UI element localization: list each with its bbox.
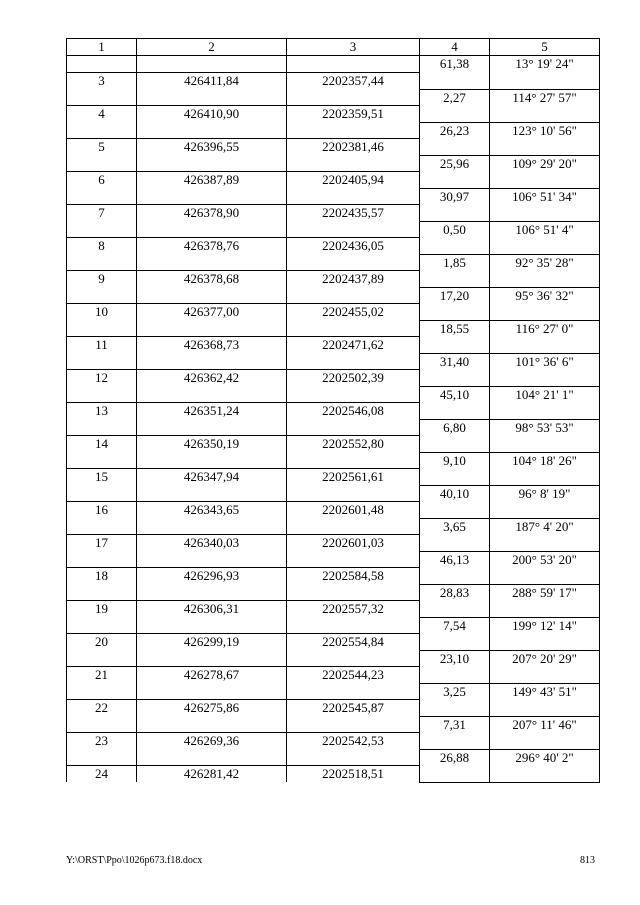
empty-cell bbox=[420, 766, 490, 783]
point-x: 426343,65 bbox=[137, 502, 287, 519]
empty-cell bbox=[490, 667, 600, 684]
point-x: 426306,31 bbox=[137, 601, 287, 618]
point-x: 426278,67 bbox=[137, 667, 287, 684]
segment-length: 26,88 bbox=[420, 749, 490, 766]
point-x: 426351,24 bbox=[137, 403, 287, 420]
segment-row bbox=[67, 584, 600, 601]
empty-cell bbox=[490, 733, 600, 750]
segment-angle: 288° 59' 17" bbox=[490, 584, 600, 601]
segment-length: 17,20 bbox=[420, 287, 490, 304]
point-x: 426296,93 bbox=[137, 568, 287, 585]
segment-row bbox=[67, 353, 600, 370]
point-x: 426299,19 bbox=[137, 634, 287, 651]
empty-cell bbox=[490, 535, 600, 552]
empty-cell bbox=[420, 535, 490, 552]
segment-angle: 95° 36' 32" bbox=[490, 287, 600, 304]
point-y: 2202554,84 bbox=[287, 634, 420, 651]
empty-cell bbox=[67, 89, 137, 106]
segment-length: 61,38 bbox=[420, 56, 490, 73]
empty-cell bbox=[287, 518, 420, 535]
segment-length: 46,13 bbox=[420, 551, 490, 568]
segment-length: 7,54 bbox=[420, 617, 490, 634]
point-x: 426340,03 bbox=[137, 535, 287, 552]
point-number: 11 bbox=[67, 337, 137, 354]
empty-cell bbox=[137, 254, 287, 271]
empty-cell bbox=[420, 337, 490, 354]
segment-angle: 207° 11' 46" bbox=[490, 716, 600, 733]
empty-cell bbox=[490, 601, 600, 618]
empty-cell bbox=[137, 551, 287, 568]
point-y: 2202552,80 bbox=[287, 436, 420, 453]
empty-cell bbox=[67, 287, 137, 304]
empty-cell bbox=[67, 551, 137, 568]
segment-angle: 106° 51' 34" bbox=[490, 188, 600, 205]
empty-cell bbox=[137, 584, 287, 601]
segment-angle: 200° 53' 20" bbox=[490, 551, 600, 568]
point-y: 2202601,03 bbox=[287, 535, 420, 552]
point-y: 2202561,61 bbox=[287, 469, 420, 486]
point-y: 2202471,62 bbox=[287, 337, 420, 354]
empty-cell bbox=[287, 56, 420, 73]
empty-cell bbox=[420, 436, 490, 453]
empty-cell bbox=[420, 73, 490, 90]
segment-length: 30,97 bbox=[420, 188, 490, 205]
empty-cell bbox=[137, 353, 287, 370]
empty-cell bbox=[420, 568, 490, 585]
empty-cell bbox=[137, 749, 287, 766]
point-x: 426377,00 bbox=[137, 304, 287, 321]
point-row bbox=[67, 139, 600, 156]
empty-cell bbox=[67, 650, 137, 667]
empty-cell bbox=[490, 634, 600, 651]
point-row bbox=[67, 106, 600, 123]
empty-cell bbox=[67, 716, 137, 733]
point-number: 16 bbox=[67, 502, 137, 519]
point-row bbox=[67, 238, 600, 255]
segment-length: 7,31 bbox=[420, 716, 490, 733]
point-y: 2202357,44 bbox=[287, 73, 420, 90]
empty-cell bbox=[137, 650, 287, 667]
empty-cell bbox=[287, 287, 420, 304]
empty-cell bbox=[67, 452, 137, 469]
empty-cell bbox=[287, 584, 420, 601]
point-y: 2202437,89 bbox=[287, 271, 420, 288]
empty-cell bbox=[287, 188, 420, 205]
point-y: 2202502,39 bbox=[287, 370, 420, 387]
point-number: 7 bbox=[67, 205, 137, 222]
point-row bbox=[67, 700, 600, 717]
segment-angle: 207° 20' 29" bbox=[490, 650, 600, 667]
point-y: 2202405,94 bbox=[287, 172, 420, 189]
point-y: 2202584,58 bbox=[287, 568, 420, 585]
empty-cell bbox=[490, 238, 600, 255]
segment-row bbox=[67, 419, 600, 436]
empty-cell bbox=[287, 221, 420, 238]
empty-cell bbox=[287, 419, 420, 436]
point-x: 426347,94 bbox=[137, 469, 287, 486]
empty-cell bbox=[490, 568, 600, 585]
segment-length: 6,80 bbox=[420, 419, 490, 436]
segment-length: 25,96 bbox=[420, 155, 490, 172]
empty-cell bbox=[420, 370, 490, 387]
empty-cell bbox=[490, 106, 600, 123]
empty-cell bbox=[420, 271, 490, 288]
footer-file-path: Y:\ORST\Ppo\1026p673.f18.docx bbox=[66, 855, 203, 866]
empty-cell bbox=[490, 304, 600, 321]
point-x: 426350,19 bbox=[137, 436, 287, 453]
point-number: 17 bbox=[67, 535, 137, 552]
empty-cell bbox=[420, 502, 490, 519]
point-x: 426411,84 bbox=[137, 73, 287, 90]
segment-length: 45,10 bbox=[420, 386, 490, 403]
segment-angle: 114° 27' 57" bbox=[490, 89, 600, 106]
empty-cell bbox=[287, 155, 420, 172]
empty-cell bbox=[287, 452, 420, 469]
empty-cell bbox=[420, 139, 490, 156]
empty-cell bbox=[287, 353, 420, 370]
segment-angle: 96° 8' 19" bbox=[490, 485, 600, 502]
empty-cell bbox=[287, 254, 420, 271]
point-number: 5 bbox=[67, 139, 137, 156]
segment-length: 31,40 bbox=[420, 353, 490, 370]
point-y: 2202542,53 bbox=[287, 733, 420, 750]
segment-length: 9,10 bbox=[420, 452, 490, 469]
segment-row bbox=[67, 188, 600, 205]
segment-angle: 296° 40' 2" bbox=[490, 749, 600, 766]
segment-row bbox=[67, 551, 600, 568]
header-col-5: 5 bbox=[490, 39, 600, 56]
point-row bbox=[67, 436, 600, 453]
segment-row bbox=[67, 683, 600, 700]
segment-angle: 101° 36' 6" bbox=[490, 353, 600, 370]
segment-angle: 13° 19' 24" bbox=[490, 56, 600, 73]
empty-cell bbox=[420, 403, 490, 420]
point-number: 10 bbox=[67, 304, 137, 321]
segment-angle: 104° 18' 26" bbox=[490, 452, 600, 469]
point-y: 2202601,48 bbox=[287, 502, 420, 519]
empty-cell bbox=[137, 155, 287, 172]
empty-cell bbox=[137, 320, 287, 337]
point-y: 2202544,23 bbox=[287, 667, 420, 684]
segment-angle: 199° 12' 14" bbox=[490, 617, 600, 634]
point-y: 2202381,46 bbox=[287, 139, 420, 156]
point-number: 12 bbox=[67, 370, 137, 387]
empty-cell bbox=[287, 749, 420, 766]
point-row bbox=[67, 205, 600, 222]
point-number: 20 bbox=[67, 634, 137, 651]
point-number: 4 bbox=[67, 106, 137, 123]
empty-cell bbox=[137, 419, 287, 436]
point-number: 13 bbox=[67, 403, 137, 420]
segment-length: 26,23 bbox=[420, 122, 490, 139]
empty-cell bbox=[137, 122, 287, 139]
empty-cell bbox=[287, 650, 420, 667]
segment-length: 28,83 bbox=[420, 584, 490, 601]
segment-row bbox=[67, 221, 600, 238]
segment-length: 23,10 bbox=[420, 650, 490, 667]
empty-cell bbox=[490, 337, 600, 354]
point-x: 426362,42 bbox=[137, 370, 287, 387]
empty-cell bbox=[490, 436, 600, 453]
segment-row bbox=[67, 452, 600, 469]
point-row bbox=[67, 370, 600, 387]
point-x: 426368,73 bbox=[137, 337, 287, 354]
empty-cell bbox=[67, 683, 137, 700]
segment-row bbox=[67, 320, 600, 337]
point-number: 21 bbox=[67, 667, 137, 684]
empty-cell bbox=[490, 700, 600, 717]
header-row bbox=[67, 39, 600, 56]
segment-length: 3,65 bbox=[420, 518, 490, 535]
empty-cell bbox=[420, 667, 490, 684]
point-y: 2202545,87 bbox=[287, 700, 420, 717]
empty-cell bbox=[287, 716, 420, 733]
point-number: 6 bbox=[67, 172, 137, 189]
empty-cell bbox=[137, 617, 287, 634]
empty-cell bbox=[420, 205, 490, 222]
empty-cell bbox=[420, 238, 490, 255]
empty-cell bbox=[67, 155, 137, 172]
segment-row bbox=[67, 650, 600, 667]
empty-cell bbox=[420, 172, 490, 189]
empty-cell bbox=[67, 188, 137, 205]
empty-cell bbox=[67, 749, 137, 766]
point-row bbox=[67, 172, 600, 189]
empty-cell bbox=[490, 205, 600, 222]
header-col-1: 1 bbox=[67, 39, 137, 56]
empty-cell bbox=[490, 172, 600, 189]
segment-row bbox=[67, 56, 600, 73]
point-x: 426378,68 bbox=[137, 271, 287, 288]
point-x: 426378,90 bbox=[137, 205, 287, 222]
header-col-4: 4 bbox=[420, 39, 490, 56]
point-row bbox=[67, 403, 600, 420]
empty-cell bbox=[67, 122, 137, 139]
segment-row bbox=[67, 254, 600, 271]
point-row bbox=[67, 469, 600, 486]
point-number: 18 bbox=[67, 568, 137, 585]
segment-angle: 123° 10' 56" bbox=[490, 122, 600, 139]
point-x: 426410,90 bbox=[137, 106, 287, 123]
header-col-3: 3 bbox=[287, 39, 420, 56]
empty-cell bbox=[67, 254, 137, 271]
point-number: 8 bbox=[67, 238, 137, 255]
point-x: 426378,76 bbox=[137, 238, 287, 255]
empty-cell bbox=[287, 683, 420, 700]
point-x: 426281,42 bbox=[137, 766, 287, 783]
point-row bbox=[67, 568, 600, 585]
segment-angle: 98° 53' 53" bbox=[490, 419, 600, 436]
segment-row bbox=[67, 518, 600, 535]
segment-row bbox=[67, 287, 600, 304]
point-y: 2202455,02 bbox=[287, 304, 420, 321]
empty-cell bbox=[490, 502, 600, 519]
empty-cell bbox=[420, 469, 490, 486]
point-x: 426387,89 bbox=[137, 172, 287, 189]
segment-row bbox=[67, 716, 600, 733]
empty-cell bbox=[137, 287, 287, 304]
point-row bbox=[67, 766, 600, 783]
coordinates-table bbox=[66, 38, 600, 783]
empty-cell bbox=[490, 766, 600, 783]
point-x: 426275,86 bbox=[137, 700, 287, 717]
point-number: 24 bbox=[67, 766, 137, 783]
point-row bbox=[67, 601, 600, 618]
point-row bbox=[67, 73, 600, 90]
empty-cell bbox=[67, 584, 137, 601]
point-row bbox=[67, 271, 600, 288]
empty-cell bbox=[490, 139, 600, 156]
point-y: 2202435,57 bbox=[287, 205, 420, 222]
empty-cell bbox=[67, 320, 137, 337]
empty-cell bbox=[490, 370, 600, 387]
empty-cell bbox=[137, 188, 287, 205]
empty-cell bbox=[67, 617, 137, 634]
empty-cell bbox=[287, 320, 420, 337]
segment-angle: 106° 51' 4" bbox=[490, 221, 600, 238]
segment-row bbox=[67, 749, 600, 766]
segment-length: 18,55 bbox=[420, 320, 490, 337]
empty-cell bbox=[67, 419, 137, 436]
point-row bbox=[67, 304, 600, 321]
empty-cell bbox=[420, 634, 490, 651]
segment-length: 3,25 bbox=[420, 683, 490, 700]
point-y: 2202557,32 bbox=[287, 601, 420, 618]
segment-row bbox=[67, 89, 600, 106]
segment-length: 2,27 bbox=[420, 89, 490, 106]
empty-cell bbox=[137, 89, 287, 106]
empty-cell bbox=[67, 56, 137, 73]
empty-cell bbox=[137, 716, 287, 733]
point-row bbox=[67, 733, 600, 750]
point-number: 3 bbox=[67, 73, 137, 90]
segment-row bbox=[67, 617, 600, 634]
empty-cell bbox=[67, 221, 137, 238]
empty-cell bbox=[287, 386, 420, 403]
header-col-2: 2 bbox=[137, 39, 287, 56]
empty-cell bbox=[287, 551, 420, 568]
segment-angle: 109° 29' 20" bbox=[490, 155, 600, 172]
point-row bbox=[67, 502, 600, 519]
empty-cell bbox=[67, 386, 137, 403]
point-number: 23 bbox=[67, 733, 137, 750]
point-x: 426269,36 bbox=[137, 733, 287, 750]
empty-cell bbox=[287, 89, 420, 106]
empty-cell bbox=[420, 304, 490, 321]
empty-cell bbox=[490, 469, 600, 486]
empty-cell bbox=[420, 700, 490, 717]
point-number: 19 bbox=[67, 601, 137, 618]
empty-cell bbox=[490, 403, 600, 420]
point-row bbox=[67, 337, 600, 354]
point-number: 15 bbox=[67, 469, 137, 486]
point-number: 9 bbox=[67, 271, 137, 288]
point-x: 426396,55 bbox=[137, 139, 287, 156]
empty-cell bbox=[287, 485, 420, 502]
empty-cell bbox=[67, 353, 137, 370]
segment-angle: 104° 21' 1" bbox=[490, 386, 600, 403]
segment-angle: 92° 35' 28" bbox=[490, 254, 600, 271]
empty-cell bbox=[490, 73, 600, 90]
empty-cell bbox=[137, 452, 287, 469]
point-number: 14 bbox=[67, 436, 137, 453]
empty-cell bbox=[67, 518, 137, 535]
empty-cell bbox=[137, 56, 287, 73]
empty-cell bbox=[420, 601, 490, 618]
segment-row bbox=[67, 386, 600, 403]
point-row bbox=[67, 535, 600, 552]
point-number: 22 bbox=[67, 700, 137, 717]
empty-cell bbox=[287, 617, 420, 634]
empty-cell bbox=[137, 386, 287, 403]
point-row bbox=[67, 667, 600, 684]
empty-cell bbox=[287, 122, 420, 139]
segment-angle: 187° 4' 20" bbox=[490, 518, 600, 535]
segment-row bbox=[67, 122, 600, 139]
point-row bbox=[67, 634, 600, 651]
empty-cell bbox=[137, 518, 287, 535]
segment-length: 40,10 bbox=[420, 485, 490, 502]
empty-cell bbox=[490, 271, 600, 288]
empty-cell bbox=[137, 485, 287, 502]
segment-length: 1,85 bbox=[420, 254, 490, 271]
point-y: 2202518,51 bbox=[287, 766, 420, 783]
coordinates-table-body bbox=[67, 39, 600, 783]
empty-cell bbox=[420, 106, 490, 123]
point-y: 2202359,51 bbox=[287, 106, 420, 123]
footer-page-number: 813 bbox=[580, 855, 595, 866]
segment-angle: 149° 43' 51" bbox=[490, 683, 600, 700]
point-y: 2202436,05 bbox=[287, 238, 420, 255]
empty-cell bbox=[137, 221, 287, 238]
segment-row bbox=[67, 485, 600, 502]
segment-angle: 116° 27' 0" bbox=[490, 320, 600, 337]
empty-cell bbox=[137, 683, 287, 700]
segment-length: 0,50 bbox=[420, 221, 490, 238]
segment-row bbox=[67, 155, 600, 172]
empty-cell bbox=[420, 733, 490, 750]
empty-cell bbox=[67, 485, 137, 502]
point-y: 2202546,08 bbox=[287, 403, 420, 420]
